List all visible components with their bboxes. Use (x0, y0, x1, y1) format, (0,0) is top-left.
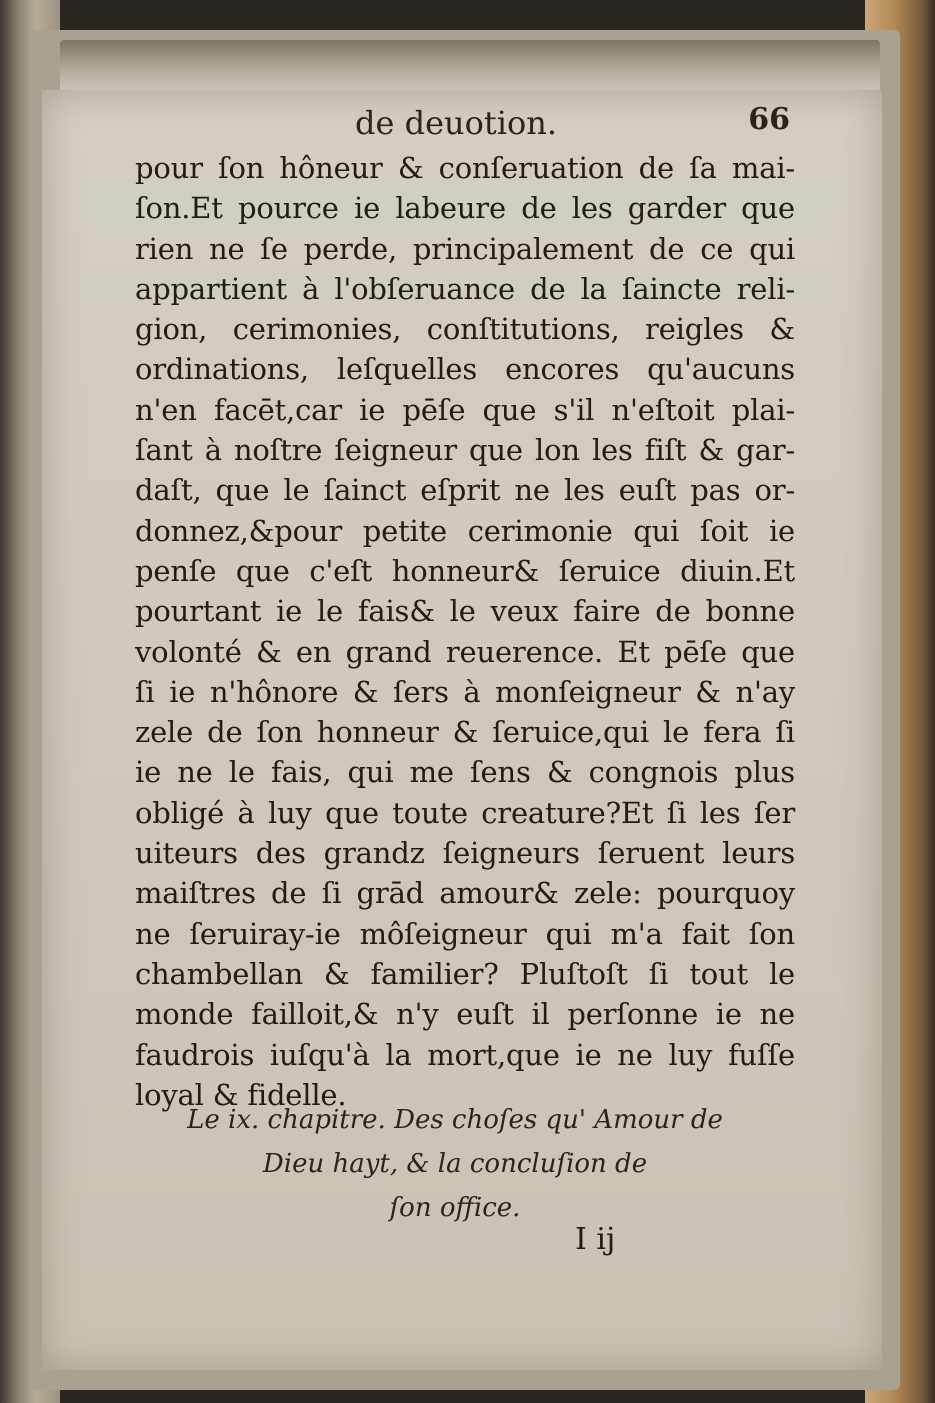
text-line: monde failloit,& n'y euſt il perſonne ie ne (135, 997, 795, 1032)
text-line: n'en facēt,car ie pēſe que s'il n'eſtoit plai- (135, 392, 795, 427)
text-line: volonté & en grand reuerence. Et pēſe que (135, 634, 795, 669)
text-line: ſant à noſtre ſeigneur que lon les fiſt & gar- (135, 433, 795, 468)
text-line: rien ne ſe perde, principalement de ce qui (135, 231, 795, 266)
signature-mark: I ij (575, 1222, 616, 1257)
text-line: appartient à l'obſeruance de la ſaincte reli- (135, 271, 795, 306)
chapter-heading-line: Dieu hayt, & la concluſion de (262, 1149, 648, 1179)
text-line: gion, cerimonies, conſtitutions, reigles & (135, 312, 795, 347)
text-line: pourtant ie le fais& le veux faire de bonne (135, 594, 795, 629)
page-header (130, 100, 790, 150)
chapter-heading-line: Le ix. chapitre. Des choſes qu' Amour de (187, 1105, 723, 1135)
folio-number: 66 (748, 102, 790, 137)
text-line: ordinations, leſquelles encores qu'aucuns (135, 352, 795, 387)
body-text (135, 148, 795, 1115)
text-line: uiteurs des grandz ſeigneurs ſeruent leurs (135, 836, 795, 871)
page-top-edge (60, 40, 880, 95)
text-line: obligé à luy que toute creature?Et ſi les ſer (135, 795, 795, 830)
text-line: donnez,&pour petite cerimonie qui ſoit ie (135, 513, 795, 548)
text-line: daſt, que le ſainct eſprit ne les euſt pas or- (135, 473, 795, 508)
chapter-heading (165, 1098, 745, 1230)
running-title: de deuotion. (355, 104, 558, 142)
chapter-heading-line: ſon office. (389, 1193, 521, 1223)
text-line: ne ſeruiray-ie môſeigneur qui m'a fait ſon (135, 916, 795, 951)
text-line: maiſtres de ſi grād amour& zele: pourquoy (135, 876, 795, 911)
text-line: penſe que c'eſt honneur& ſeruice diuin.Et (135, 553, 795, 588)
text-line: ſon.Et pource ie labeure de les garder que (135, 191, 795, 226)
text-line: chambellan & familier? Pluſtoſt ſi tout le (135, 956, 795, 991)
text-line: ie ne le fais, qui me ſens & congnois plus (135, 755, 795, 790)
text-line: pour ſon hôneur & conſeruation de ſa mai- (135, 151, 795, 185)
text-line: zele de ſon honneur & ſeruice,qui le fera ſi (135, 715, 795, 750)
text-line: ſi ie n'hônore & ſers à monſeigneur & n'ay (135, 674, 795, 709)
text-line: faudrois iuſqu'à la mort,que ie ne luy fuſſe (135, 1037, 795, 1072)
text-line: loyal & fidelle. (135, 1077, 347, 1112)
